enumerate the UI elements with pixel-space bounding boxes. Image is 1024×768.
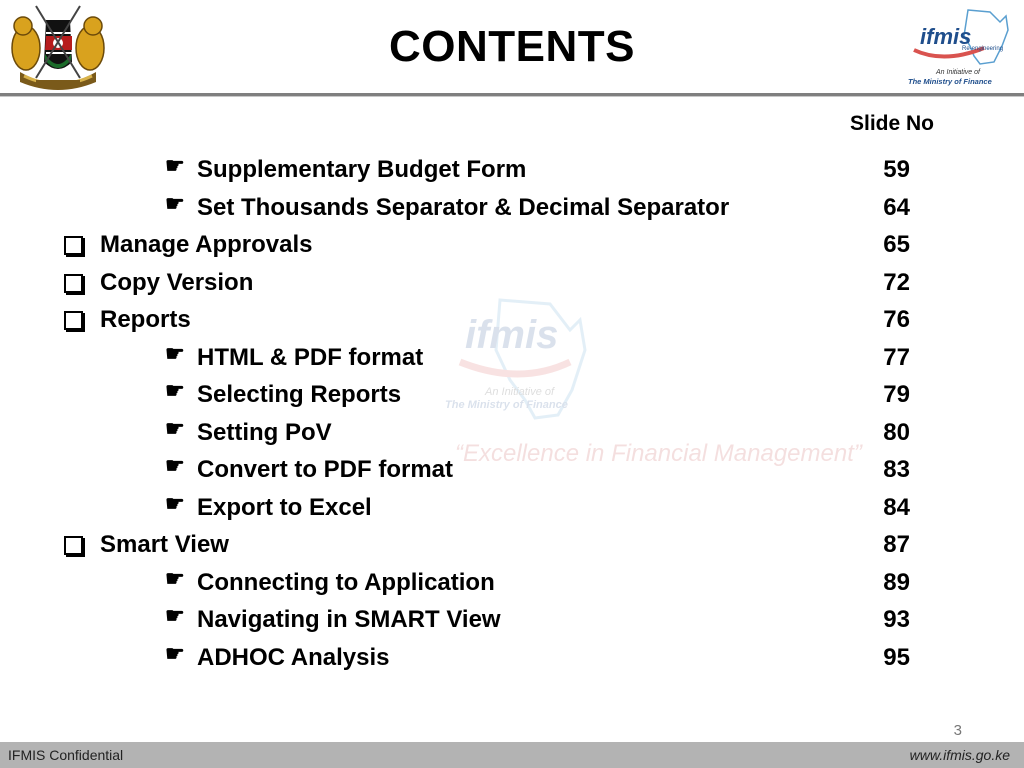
contents-item-label: Supplementary Budget Form [197,156,527,183]
contents-item [0,152,1024,188]
contents-item-label: Smart View [100,531,229,558]
contents-item [0,640,1024,676]
page-number: 3 [953,722,962,739]
watermark-tagline-2: The Ministry of Finance [445,399,568,411]
ifmis-logo [904,6,1016,90]
contents-item [0,602,1024,638]
pointing-hand-icon: ☛ [165,153,185,178]
pointing-hand-icon: ☛ [165,416,185,441]
header-divider-shadow [0,96,1024,97]
checkbox-bullet-icon [64,230,83,259]
slide-no-header: Slide No [849,112,934,135]
watermark-slogan: “Excellence in Financial Management” [455,440,862,467]
contents-item [0,340,1024,376]
pointing-hand-icon: ☛ [165,453,185,478]
contents-item-label: Reports [100,306,191,333]
ifmis-logo-text: ifmis [920,24,972,49]
contents-item-label: Navigating in SMART View [197,606,501,633]
footer-bar [0,742,1024,768]
contents-item [0,302,1024,338]
contents-item [0,490,1024,526]
contents-item-label: Manage Approvals [100,231,313,258]
checkbox-bullet-icon [64,305,83,334]
ifmis-logo-tagline-1: An Initiative of [936,69,980,76]
pointing-hand-icon: ☛ [165,641,185,666]
contents-item-slide: 87 [883,531,910,558]
contents-item-label: Connecting to Application [197,569,495,596]
contents-item-slide: 72 [883,269,910,296]
pointing-hand-icon: ☛ [165,603,185,628]
ifmis-logo-tagline-2: The Ministry of Finance [908,77,992,86]
contents-item-label: Copy Version [100,269,254,296]
watermark-tagline-1: An Initiative of [485,386,555,398]
contents-item-label: HTML & PDF format [197,344,424,371]
contents-item-slide: 79 [883,381,910,408]
contents-item-slide: 80 [883,419,910,446]
footer-confidential: IFMIS Confidential [8,747,124,763]
contents-item [0,190,1024,226]
contents-item-label: Convert to PDF format [197,456,454,483]
contents-item-slide: 83 [883,456,910,483]
pointing-hand-icon: ☛ [165,341,185,366]
contents-item-label: Export to Excel [197,494,372,521]
contents-item-label: ADHOC Analysis [197,644,390,671]
footer-url: www.ifmis.go.ke [909,747,1010,763]
pointing-hand-icon: ☛ [165,491,185,516]
contents-item [0,415,1024,451]
pointing-hand-icon: ☛ [165,566,185,591]
contents-item-slide: 93 [883,606,910,633]
contents-item-label: Selecting Reports [197,381,402,408]
contents-item-slide: 64 [883,194,910,221]
contents-item [0,565,1024,601]
contents-item-slide: 89 [883,569,910,596]
contents-item [0,527,1024,563]
page-title: CONTENTS [389,22,635,71]
watermark-logo-text: ifmis [465,313,559,357]
contents-item-label: Setting PoV [197,419,332,446]
contents-item [0,227,1024,263]
contents-item [0,265,1024,301]
contents-item-slide: 76 [883,306,910,333]
contents-item-slide: 77 [883,344,910,371]
checkbox-bullet-icon [64,530,83,559]
contents-item-label: Set Thousands Separator & Decimal Separator [197,194,730,221]
contents-item-slide: 95 [883,644,910,671]
contents-item [0,377,1024,413]
checkbox-bullet-icon [64,268,83,297]
contents-item-slide: 65 [883,231,910,258]
pointing-hand-icon: ☛ [165,191,185,216]
contents-item-slide: 84 [883,494,910,521]
pointing-hand-icon: ☛ [165,378,185,403]
ifmis-logo-subtext: Re-engineering [962,46,1004,52]
contents-item [0,452,1024,488]
contents-item-slide: 59 [883,156,910,183]
